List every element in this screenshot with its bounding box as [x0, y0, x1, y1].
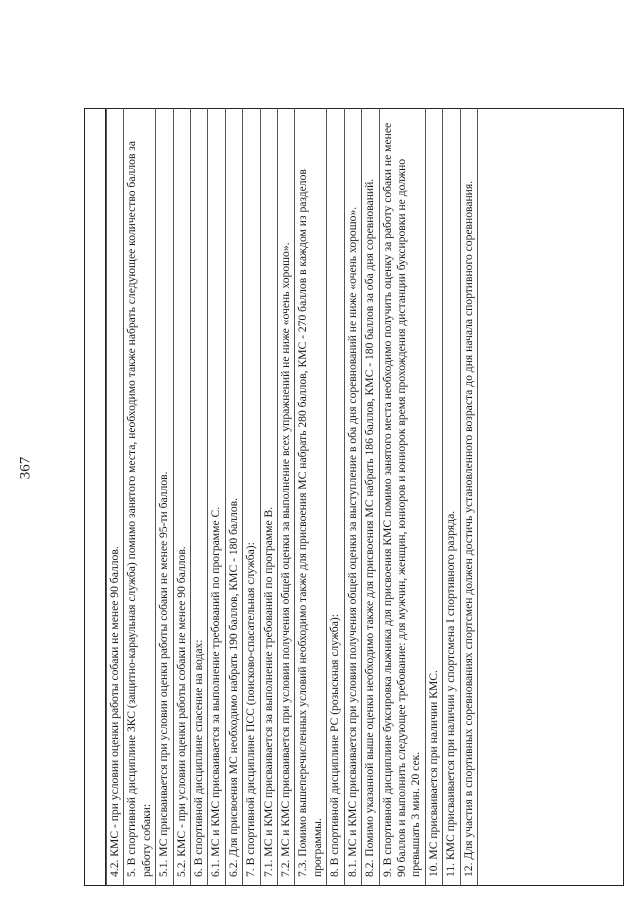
entry-10: 10. МС присваивается при наличии КМС.: [426, 108, 443, 886]
entry-5-1: 5.1. МС присваивается при условии оценки работы собаки не менее 95-ти баллов.: [156, 108, 173, 886]
entry-8-1: 8.1. МС и КМС присваивается при условии получения общей оценки за выступление в оба дня соревнований не ниже «очень хорошо».: [345, 108, 362, 886]
entry-6-2: 6.2. Для присвоения МС необходимо набрать 190 баллов, КМС - 180 баллов.: [226, 108, 243, 886]
entry-7: 7. В спортивной дисциплине ПСС (поисково-спасательная служба):: [243, 108, 260, 886]
entry-5-2: 5.2. КМС - при условии оценки работы собаки не менее 90 баллов.: [174, 108, 191, 886]
rotated-table: [84, 108, 624, 886]
entry-8-2: 8.2. Помимо указанной выше оценки необходимо также для присвоения МС набрать 186 баллов, КМС - 180 баллов за оба дня соревнований.: [362, 108, 379, 886]
page-number: 367: [17, 456, 34, 480]
entry-9: 9. В спортивной дисциплине буксировка лыжника для присвоения КМС помимо занятого места необходимо получить оценку за работу собаки не менее 90 баллов и выполнить следующее требование: для мужчин, женщин, юниоров и юниорок время прохождения дистанции буксировки не должно превышать 3 мин. 20 сек.: [380, 108, 426, 886]
entry-12: 12. Для участия в спортивных соревнованиях спортсмен должен достичь установленного возраста до дня начала спортивного соревнования.: [461, 108, 478, 886]
entry-7-3: 7.3. Помимо вышеперечисленных условий необходимо также для присвоения МС набрать 280 баллов, КМС - 270 баллов в каждом из разделов программы.: [295, 108, 327, 886]
table-text-column: [106, 108, 624, 886]
table-empty-column: [84, 108, 106, 886]
entry-4-2: 4.2. КМС - при условии оценки работы собаки не менее 90 баллов.: [106, 108, 124, 886]
entry-6-1: 6.1. МС и КМС присваивается за выполнение требований по программе С.: [208, 108, 225, 886]
entry-6: 6. В спортивной дисциплине спасение на водах:: [191, 108, 208, 886]
entry-7-1: 7.1. МС и КМС присваивается за выполнение требований по программе В.: [261, 108, 278, 886]
entry-8: 8. В спортивной дисциплине РС (розыскная служба):: [327, 108, 344, 886]
entry-11: 11. КМС присваивается при наличии у спортсмена I спортивного разряда.: [443, 108, 460, 886]
entry-7-2: 7.2. МС и КМС присваивается при условии получения общей оценки за выполнение всех упражнений не ниже «очень хорошо».: [278, 108, 295, 886]
entry-list: [106, 108, 478, 880]
entry-5: 5. В спортивной дисциплине ЗКС (защитно-караульная служба) помимо занятого места, необходимо также набрать следующее количество баллов за работу собаки:: [124, 108, 156, 886]
